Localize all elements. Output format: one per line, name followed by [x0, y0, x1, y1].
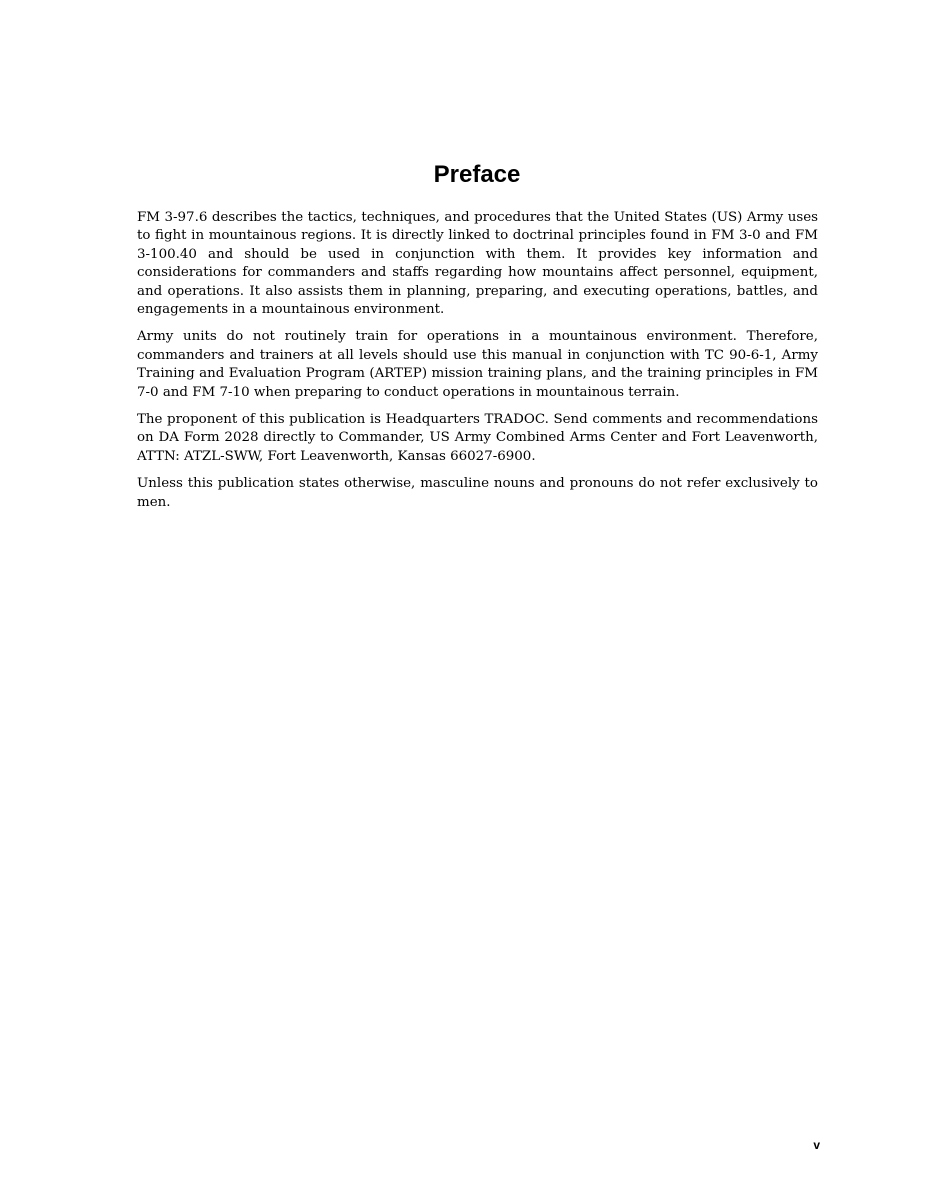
- preface-body: [137, 209, 818, 521]
- paragraph-gender-note: Unless this publication states otherwise, masculine nouns and pronouns do not refer exclusively to men.: [137, 476, 818, 510]
- paragraph-purpose: FM 3-97.6 describes the tactics, techniques, and procedures that the United States (US) Army uses to fight in mountainous regions. It is directly linked to doctrinal principles found in FM 3-0 and FM 3-100.40 and should be used in conjunction with them. It provides key information and considerations for commanders and staffs regarding how mountains affect personnel, equipment, and operations. It also assists them in planning, preparing, and executing operations, battles, and engagements in a mountainous environment.: [137, 210, 818, 318]
- paragraph-training: Army units do not routinely train for operations in a mountainous environment. Therefore, commanders and trainers at all levels should use this manual in conjunction with TC 90-6-1, Army Training and Evaluation Program (ARTEP) mission training plans, and the training principles in FM 7-0 and FM 7-10 when preparing to conduct operations in mountainous terrain.: [137, 329, 818, 400]
- page-number: v: [813, 1138, 820, 1152]
- page-title: Preface: [433, 161, 521, 188]
- paragraph-proponent: The proponent of this publication is Headquarters TRADOC. Send comments and recommendations on DA Form 2028 directly to Commander, US Army Combined Arms Center and Fort Leavenworth, ATTN: ATZL-SWW, Fort Leavenworth, Kansas 66027-6900.: [137, 412, 818, 464]
